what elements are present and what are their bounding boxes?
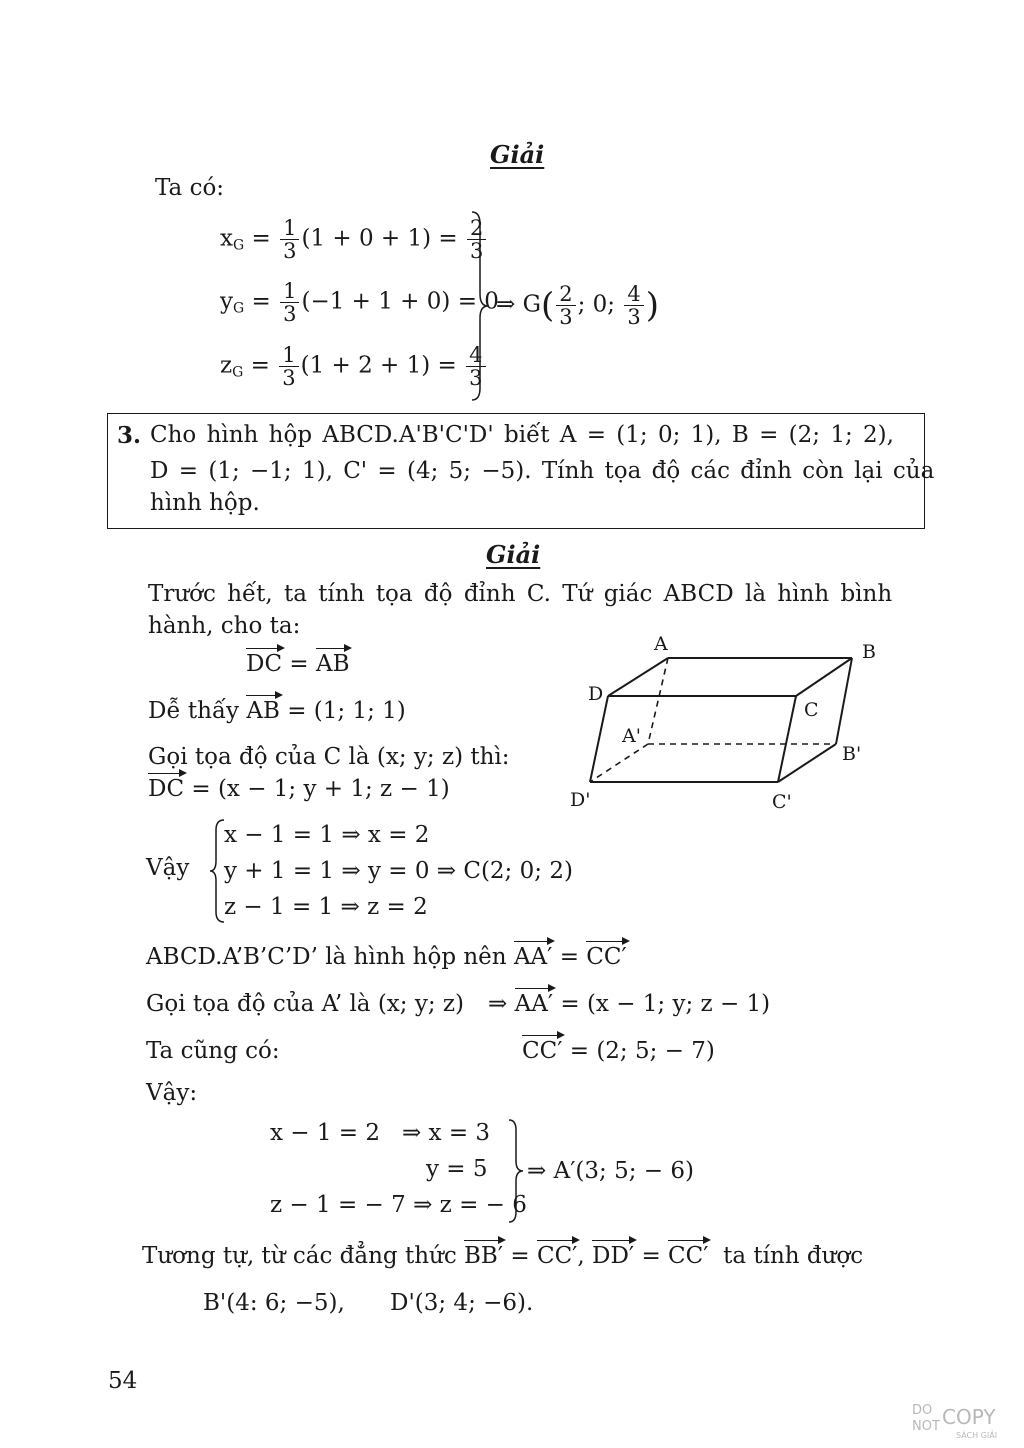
sys-a-row-2: y = 5 [426,1156,488,1182]
edge-da [608,658,668,696]
label-a1: A' [622,725,641,747]
aa-value-line: ⇒ AA′ = (x − 1; y; z − 1) [488,991,771,1017]
goi-a-line: Gọi tọa độ của A’ là (x; y; z) [146,991,464,1017]
sys-a-row-1: x − 1 = 2 ⇒ x = 3 [270,1120,491,1146]
d-result: D'(3; 4; −6). [390,1290,534,1316]
label-d1: D' [570,789,591,811]
edge-c1b1 [778,744,836,782]
xg-equation: $x_G$ = $\frac{1}{3}$ (1 + 0 + 1) = $\frac{2}{3}$ [220,217,488,262]
label-c: C [804,699,819,721]
right-brace-g [470,210,494,402]
label-b: B [862,641,876,663]
ta-cung-co: Ta cũng có: [146,1038,280,1064]
hinh-hop-line: ABCD.A’B’C’D’ là hình hộp nên AA′ = CC′ [146,944,627,970]
label-d: D [588,683,604,705]
g-result: ⇒ G( $\frac{2}{3}$ ; 0; $\frac{4}{3}$ ) [496,282,660,330]
sys-c-row-3: z − 1 = 1 ⇒ z = 2 [224,894,428,920]
edge-dd1 [590,696,608,782]
sys-a-row-3: z − 1 = − 7 ⇒ z = − 6 [270,1192,527,1218]
svg-text:NOT: NOT [912,1419,940,1434]
ab-value-line: Dễ thấy AB = (1; 1; 1) [148,698,406,724]
cc-value-line: CC′ = (2; 5; − 7) [522,1038,715,1064]
svg-text:SÁCH GIẢI: SÁCH GIẢI [956,1431,998,1440]
para-1-line-2: hành, cho ta: [148,613,301,639]
edge-a1d1-hidden [590,744,648,782]
edge-cc1 [778,696,796,782]
problem-line-3: hình hộp. [150,490,260,516]
edge-bb1 [836,658,852,744]
intro-text: Ta có: [155,175,225,201]
edge-bc [796,658,852,696]
label-b1: B' [842,743,862,765]
vay-label: Vậy [146,855,190,881]
dc-eq-ab: DC = AB [246,651,350,677]
para-1-line-1: Trước hết, ta tính tọa độ đỉnh C. Tứ giác ABCD là hình bình [148,581,893,607]
problem-line-1: Cho hình hộp ABCD.A'B'C'D' biết A = (1; 0; 1), B = (2; 1; 2), [150,422,894,448]
page-number: 54 [108,1368,138,1394]
goi-c-line: Gọi tọa độ của C là (x; y; z) thì: [148,744,510,770]
label-c1: C' [772,791,792,813]
a-result: ⇒ A′(3; 5; − 6) [527,1158,694,1184]
label-a: A [654,633,668,655]
edge-aa1-hidden [648,658,668,744]
dc-value-line: DC = (x − 1; y + 1; z − 1) [148,776,450,802]
vay2-label: Vậy: [146,1080,198,1106]
yg-equation: $y_G$ = $\frac{1}{3}$ (−1 + 1 + 0) = 0 [220,279,499,327]
svg-text:DO: DO [912,1403,933,1418]
solution-heading-3: Giải [486,540,541,569]
b-result: B'(4: 6; −5), [203,1290,345,1316]
sys-c-row-2: y + 1 = 1 ⇒ y = 0 ⇒ C(2; 0; 2) [224,858,573,884]
problem-number: 3. [117,422,142,449]
solution-heading-1: Giải [490,140,545,169]
zg-equation: $z_G$ = $\frac{1}{3}$ (1 + 2 + 1) = $\frac{4}{3}$ [220,344,488,389]
problem-line-2: D = (1; −1; 1), C' = (4; 5; −5). Tính tọa độ các đỉnh còn lại của [150,458,935,484]
svg-text:COPY: COPY [942,1405,996,1429]
watermark-logo [912,1400,1012,1440]
sys-c-row-1: x − 1 = 1 ⇒ x = 2 [224,822,430,848]
tuong-tu-line: Tương tự, từ các đẳng thức BB′ = CC′, DD′ = CC′ ta tính được [142,1243,864,1269]
parallelepiped-figure [560,630,890,820]
right-brace-a [507,1118,527,1224]
